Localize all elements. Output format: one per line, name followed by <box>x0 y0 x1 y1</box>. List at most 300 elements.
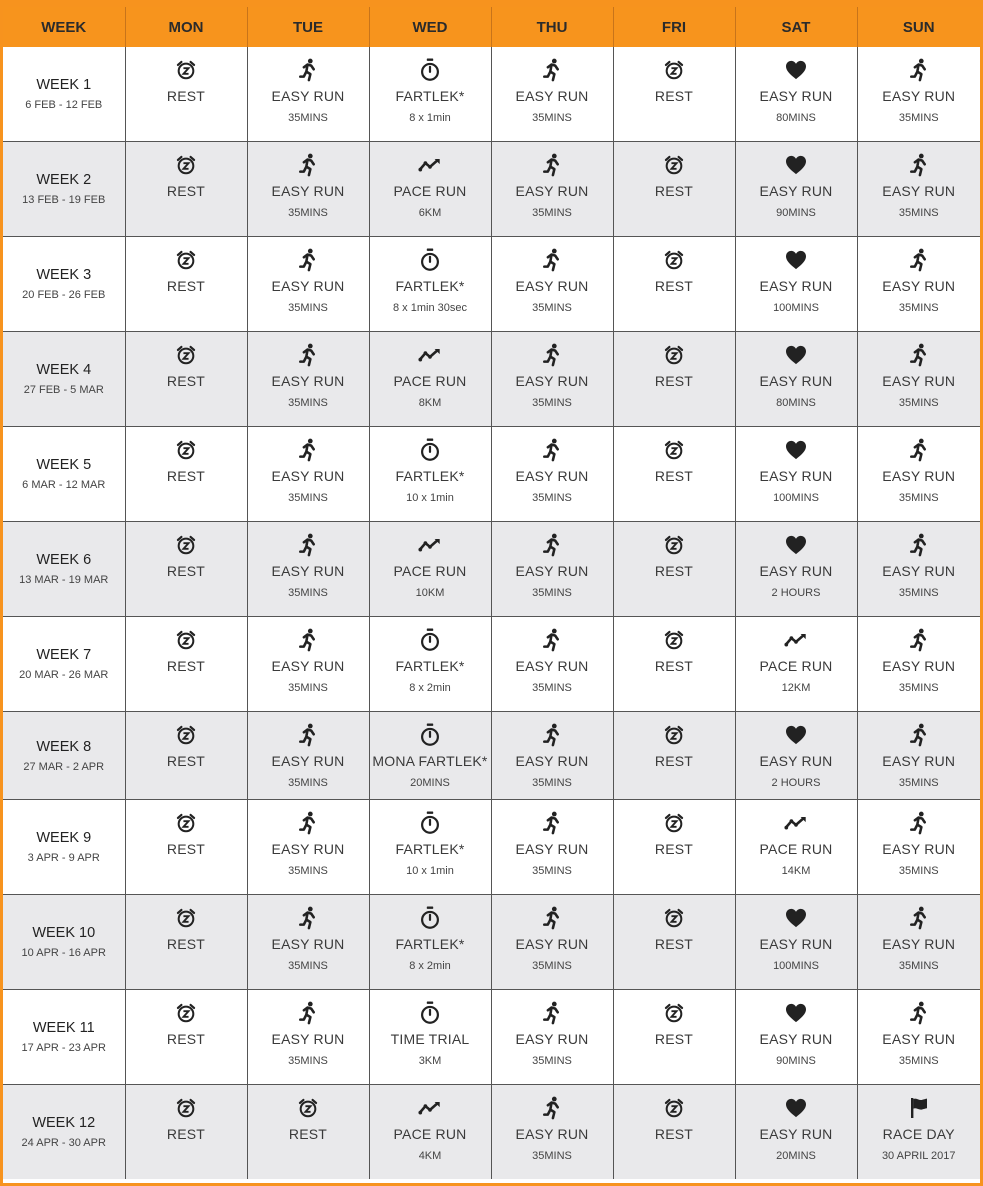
week-cell <box>3 617 125 712</box>
day-cell-wed <box>369 47 491 142</box>
heart-icon <box>736 247 857 273</box>
day-cell-sat <box>735 990 857 1085</box>
activity-detail: 4KM <box>418 1150 442 1162</box>
trend-icon <box>370 342 491 368</box>
activity-label: REST <box>166 88 206 104</box>
activity-label: REST <box>654 278 694 294</box>
runner-icon <box>248 1000 369 1026</box>
table-row <box>3 712 980 800</box>
heart-icon <box>736 532 857 558</box>
trend-icon <box>370 1095 491 1121</box>
runner-icon <box>492 437 613 463</box>
day-cell-mon <box>125 895 247 990</box>
plan-body <box>3 47 980 1179</box>
activity-label: EASY RUN <box>759 753 833 769</box>
week-dates: 20 MAR - 26 MAR <box>19 669 109 681</box>
activity-label: PACE RUN <box>393 183 467 199</box>
runner-icon <box>492 152 613 178</box>
activity-label: EASY RUN <box>515 183 589 199</box>
day-cell-tue <box>247 712 369 800</box>
table-row <box>3 237 980 332</box>
activity-detail: 35MINS <box>288 865 328 877</box>
header-thu: THU <box>491 7 613 47</box>
day-cell-tue <box>247 427 369 522</box>
activity-detail: 35MINS <box>898 587 939 599</box>
alarm-icon <box>614 437 735 463</box>
activity-label: REST <box>166 373 206 389</box>
activity-label: EASY RUN <box>271 183 345 199</box>
alarm-icon <box>126 57 247 83</box>
day-cell-fri <box>613 895 735 990</box>
training-plan-table <box>3 7 980 1179</box>
day-cell-wed <box>369 332 491 427</box>
heart-icon <box>736 722 857 748</box>
stopwatch-icon <box>370 437 491 463</box>
week-label: WEEK 3 <box>36 267 92 283</box>
week-label: WEEK 12 <box>32 1115 96 1131</box>
day-cell-wed <box>369 712 491 800</box>
alarm-icon <box>614 1095 735 1121</box>
day-cell-fri <box>613 990 735 1085</box>
trend-icon <box>370 152 491 178</box>
activity-detail: 90MINS <box>776 1055 816 1067</box>
day-cell-wed <box>369 990 491 1085</box>
heart-icon <box>736 57 857 83</box>
activity-label: REST <box>166 563 206 579</box>
activity-detail: 90MINS <box>776 207 816 219</box>
table-row <box>3 617 980 712</box>
day-cell-wed <box>369 800 491 895</box>
activity-label: REST <box>654 753 694 769</box>
activity-detail: 100MINS <box>773 960 819 972</box>
activity-label: MONA FARTLEK* <box>372 753 488 769</box>
week-dates: 10 APR - 16 APR <box>21 947 106 959</box>
day-cell-fri <box>613 237 735 332</box>
activity-label: EASY RUN <box>759 1031 833 1047</box>
activity-detail: 10 x 1min <box>406 865 454 877</box>
week-label: WEEK 6 <box>36 552 92 568</box>
activity-detail: 35MINS <box>288 207 328 219</box>
activity-label: EASY RUN <box>515 278 589 294</box>
activity-label: REST <box>166 468 206 484</box>
activity-label: EASY RUN <box>271 278 345 294</box>
week-dates: 13 FEB - 19 FEB <box>22 194 106 206</box>
alarm-icon <box>126 437 247 463</box>
activity-detail: 35MINS <box>898 777 939 789</box>
day-cell-sun <box>857 522 980 617</box>
day-cell-thu <box>491 800 613 895</box>
day-cell-sun <box>857 142 980 237</box>
activity-detail: 35MINS <box>288 587 328 599</box>
day-cell-sun <box>857 1085 980 1180</box>
activity-detail: 12KM <box>781 682 811 694</box>
day-cell-thu <box>491 332 613 427</box>
week-label: WEEK 4 <box>36 362 92 378</box>
activity-label: PACE RUN <box>393 1126 467 1142</box>
activity-detail: 8 x 2min <box>409 682 451 694</box>
day-cell-tue <box>247 1085 369 1180</box>
activity-label: EASY RUN <box>759 88 833 104</box>
header-fri: FRI <box>613 7 735 47</box>
activity-label: EASY RUN <box>882 841 956 857</box>
week-label: WEEK 1 <box>36 77 92 93</box>
activity-detail: 100MINS <box>773 492 819 504</box>
runner-icon <box>858 532 981 558</box>
activity-detail: 35MINS <box>532 112 572 124</box>
day-cell-thu <box>491 990 613 1085</box>
activity-detail: 8 x 1min 30sec <box>393 302 467 314</box>
alarm-icon <box>126 627 247 653</box>
day-cell-sun <box>857 895 980 990</box>
runner-icon <box>248 627 369 653</box>
day-cell-sat <box>735 800 857 895</box>
activity-label: EASY RUN <box>271 468 345 484</box>
day-cell-mon <box>125 427 247 522</box>
activity-label: EASY RUN <box>515 1031 589 1047</box>
day-cell-fri <box>613 617 735 712</box>
runner-icon <box>858 437 981 463</box>
activity-label: FARTLEK* <box>395 841 465 857</box>
activity-detail: 35MINS <box>898 302 939 314</box>
activity-detail: 35MINS <box>898 492 939 504</box>
heart-icon <box>736 1000 857 1026</box>
table-row <box>3 800 980 895</box>
activity-label: EASY RUN <box>759 183 833 199</box>
day-cell-fri <box>613 800 735 895</box>
activity-label: REST <box>288 1126 328 1142</box>
day-cell-sat <box>735 522 857 617</box>
day-cell-sat <box>735 712 857 800</box>
activity-label: EASY RUN <box>759 373 833 389</box>
week-cell <box>3 47 125 142</box>
alarm-icon <box>614 532 735 558</box>
runner-icon <box>492 722 613 748</box>
activity-label: EASY RUN <box>515 658 589 674</box>
week-label: WEEK 5 <box>36 457 92 473</box>
activity-label: FARTLEK* <box>395 88 465 104</box>
runner-icon <box>248 152 369 178</box>
runner-icon <box>492 1095 613 1121</box>
day-cell-mon <box>125 332 247 427</box>
activity-label: TIME TRIAL <box>390 1031 470 1047</box>
day-cell-sun <box>857 237 980 332</box>
activity-label: EASY RUN <box>882 563 956 579</box>
day-cell-sun <box>857 427 980 522</box>
day-cell-sat <box>735 237 857 332</box>
table-row <box>3 427 980 522</box>
day-cell-mon <box>125 617 247 712</box>
day-cell-thu <box>491 712 613 800</box>
week-label: WEEK 10 <box>32 925 96 941</box>
activity-label: EASY RUN <box>271 936 345 952</box>
activity-label: EASY RUN <box>882 1031 956 1047</box>
activity-label: EASY RUN <box>271 373 345 389</box>
activity-label: REST <box>654 88 694 104</box>
activity-label: EASY RUN <box>271 753 345 769</box>
alarm-icon <box>614 247 735 273</box>
day-cell-fri <box>613 47 735 142</box>
day-cell-mon <box>125 142 247 237</box>
activity-detail: 8KM <box>418 397 442 409</box>
activity-label: REST <box>166 753 206 769</box>
heart-icon <box>736 1095 857 1121</box>
alarm-icon <box>126 342 247 368</box>
activity-detail: 35MINS <box>288 777 328 789</box>
week-cell <box>3 142 125 237</box>
heart-icon <box>736 905 857 931</box>
day-cell-thu <box>491 47 613 142</box>
runner-icon <box>248 722 369 748</box>
activity-detail: 35MINS <box>288 397 328 409</box>
activity-detail: 35MINS <box>532 865 572 877</box>
alarm-icon <box>614 810 735 836</box>
activity-label: EASY RUN <box>759 468 833 484</box>
day-cell-sun <box>857 990 980 1085</box>
activity-detail: 35MINS <box>532 1150 572 1162</box>
day-cell-mon <box>125 237 247 332</box>
day-cell-sun <box>857 800 980 895</box>
table-row <box>3 47 980 142</box>
activity-detail: 35MINS <box>532 302 572 314</box>
activity-detail: 10 x 1min <box>406 492 454 504</box>
activity-label: EASY RUN <box>271 563 345 579</box>
week-cell <box>3 712 125 800</box>
day-cell-thu <box>491 895 613 990</box>
week-label: WEEK 9 <box>36 830 92 846</box>
day-cell-mon <box>125 712 247 800</box>
table-row <box>3 142 980 237</box>
activity-detail: 2 HOURS <box>771 777 821 789</box>
week-cell <box>3 427 125 522</box>
activity-label: EASY RUN <box>882 468 956 484</box>
day-cell-fri <box>613 1085 735 1180</box>
day-cell-tue <box>247 990 369 1085</box>
day-cell-wed <box>369 617 491 712</box>
runner-icon <box>248 247 369 273</box>
activity-label: EASY RUN <box>515 1126 589 1142</box>
activity-detail: 35MINS <box>532 682 572 694</box>
activity-label: EASY RUN <box>759 278 833 294</box>
activity-label: REST <box>654 373 694 389</box>
day-cell-mon <box>125 990 247 1085</box>
runner-icon <box>248 532 369 558</box>
day-cell-sat <box>735 427 857 522</box>
activity-detail: 35MINS <box>532 960 572 972</box>
day-cell-sun <box>857 332 980 427</box>
runner-icon <box>858 905 981 931</box>
week-cell <box>3 237 125 332</box>
activity-label: REST <box>654 468 694 484</box>
activity-detail: 35MINS <box>898 960 939 972</box>
activity-detail: 35MINS <box>288 682 328 694</box>
alarm-icon <box>614 342 735 368</box>
heart-icon <box>736 342 857 368</box>
day-cell-wed <box>369 237 491 332</box>
week-cell <box>3 990 125 1085</box>
day-cell-tue <box>247 895 369 990</box>
alarm-icon <box>614 1000 735 1026</box>
activity-label: EASY RUN <box>882 936 956 952</box>
day-cell-thu <box>491 237 613 332</box>
activity-label: EASY RUN <box>515 936 589 952</box>
activity-label: REST <box>166 1031 206 1047</box>
day-cell-sun <box>857 617 980 712</box>
activity-label: REST <box>166 183 206 199</box>
day-cell-wed <box>369 522 491 617</box>
week-dates: 6 MAR - 12 MAR <box>22 479 106 491</box>
week-cell <box>3 1085 125 1180</box>
runner-icon <box>492 57 613 83</box>
header-sat: SAT <box>735 7 857 47</box>
week-dates: 17 APR - 23 APR <box>21 1042 106 1054</box>
week-dates: 3 APR - 9 APR <box>27 852 100 864</box>
day-cell-wed <box>369 427 491 522</box>
alarm-icon <box>126 722 247 748</box>
runner-icon <box>492 810 613 836</box>
day-cell-sun <box>857 47 980 142</box>
day-cell-sat <box>735 47 857 142</box>
table-row <box>3 522 980 617</box>
activity-detail: 35MINS <box>898 682 939 694</box>
day-cell-sat <box>735 895 857 990</box>
activity-label: EASY RUN <box>515 753 589 769</box>
activity-label: EASY RUN <box>271 658 345 674</box>
runner-icon <box>858 1000 981 1026</box>
activity-detail: 35MINS <box>288 302 328 314</box>
activity-label: REST <box>654 563 694 579</box>
runner-icon <box>248 57 369 83</box>
activity-label: EASY RUN <box>759 936 833 952</box>
stopwatch-icon <box>370 905 491 931</box>
alarm-icon <box>614 905 735 931</box>
table-row <box>3 895 980 990</box>
activity-label: EASY RUN <box>882 183 956 199</box>
runner-icon <box>858 810 981 836</box>
day-cell-wed <box>369 142 491 237</box>
activity-label: PACE RUN <box>759 841 833 857</box>
table-row <box>3 332 980 427</box>
day-cell-tue <box>247 237 369 332</box>
activity-detail: 35MINS <box>898 1055 939 1067</box>
day-cell-tue <box>247 800 369 895</box>
activity-detail: 10KM <box>415 587 445 599</box>
week-label: WEEK 2 <box>36 172 92 188</box>
activity-detail: 35MINS <box>532 777 572 789</box>
week-label: WEEK 7 <box>36 647 92 663</box>
activity-label: REST <box>654 1031 694 1047</box>
stopwatch-icon <box>370 810 491 836</box>
header-week: WEEK <box>3 7 125 47</box>
runner-icon <box>858 247 981 273</box>
activity-label: EASY RUN <box>882 373 956 389</box>
activity-label: EASY RUN <box>515 841 589 857</box>
stopwatch-icon <box>370 57 491 83</box>
week-dates: 20 FEB - 26 FEB <box>22 289 106 301</box>
table-row <box>3 990 980 1085</box>
day-cell-wed <box>369 895 491 990</box>
activity-detail: 6KM <box>418 207 442 219</box>
week-label: WEEK 8 <box>36 738 92 755</box>
activity-label: EASY RUN <box>515 88 589 104</box>
day-cell-thu <box>491 427 613 522</box>
header-sun: SUN <box>857 7 980 47</box>
activity-detail: 35MINS <box>288 112 328 124</box>
day-cell-fri <box>613 712 735 800</box>
activity-detail: 35MINS <box>532 397 572 409</box>
day-cell-tue <box>247 522 369 617</box>
alarm-icon <box>126 810 247 836</box>
runner-icon <box>858 57 981 83</box>
week-dates: 24 APR - 30 APR <box>21 1137 106 1149</box>
runner-icon <box>248 810 369 836</box>
activity-detail: 2 HOURS <box>771 587 821 599</box>
activity-label: EASY RUN <box>882 88 956 104</box>
activity-detail: 20MINS <box>410 777 450 789</box>
activity-label: PACE RUN <box>759 658 833 674</box>
activity-detail: 100MINS <box>773 302 819 314</box>
day-cell-mon <box>125 47 247 142</box>
runner-icon <box>858 627 981 653</box>
week-cell <box>3 895 125 990</box>
day-cell-fri <box>613 427 735 522</box>
runner-icon <box>492 247 613 273</box>
activity-label: FARTLEK* <box>395 468 465 484</box>
alarm-icon <box>126 1000 247 1026</box>
stopwatch-icon <box>370 247 491 273</box>
header-wed: WED <box>369 7 491 47</box>
day-cell-tue <box>247 142 369 237</box>
day-cell-thu <box>491 522 613 617</box>
activity-label: REST <box>654 1126 694 1142</box>
day-cell-mon <box>125 1085 247 1180</box>
week-cell <box>3 332 125 427</box>
day-cell-tue <box>247 617 369 712</box>
day-cell-mon <box>125 522 247 617</box>
table-row <box>3 1085 980 1180</box>
runner-icon <box>492 532 613 558</box>
heart-icon <box>736 152 857 178</box>
runner-icon <box>248 905 369 931</box>
activity-detail: 35MINS <box>898 112 939 124</box>
activity-detail: 3KM <box>418 1055 442 1067</box>
day-cell-fri <box>613 522 735 617</box>
activity-label: EASY RUN <box>515 373 589 389</box>
activity-detail: 35MINS <box>898 207 939 219</box>
alarm-icon <box>614 57 735 83</box>
week-cell <box>3 800 125 895</box>
activity-label: EASY RUN <box>882 753 956 769</box>
activity-detail: 35MINS <box>898 865 939 877</box>
activity-label: REST <box>166 658 206 674</box>
activity-label: FARTLEK* <box>395 278 465 294</box>
runner-icon <box>492 627 613 653</box>
trend-icon <box>370 532 491 558</box>
activity-detail: 35MINS <box>898 397 939 409</box>
activity-label: REST <box>166 936 206 952</box>
trend-icon <box>736 810 857 836</box>
week-cell <box>3 522 125 617</box>
stopwatch-icon <box>370 722 491 748</box>
runner-icon <box>858 722 981 748</box>
alarm-icon <box>126 532 247 558</box>
day-cell-sat <box>735 332 857 427</box>
runner-icon <box>248 342 369 368</box>
runner-icon <box>858 152 981 178</box>
activity-label: EASY RUN <box>759 563 833 579</box>
activity-label: PACE RUN <box>393 563 467 579</box>
alarm-icon <box>614 627 735 653</box>
day-cell-fri <box>613 332 735 427</box>
